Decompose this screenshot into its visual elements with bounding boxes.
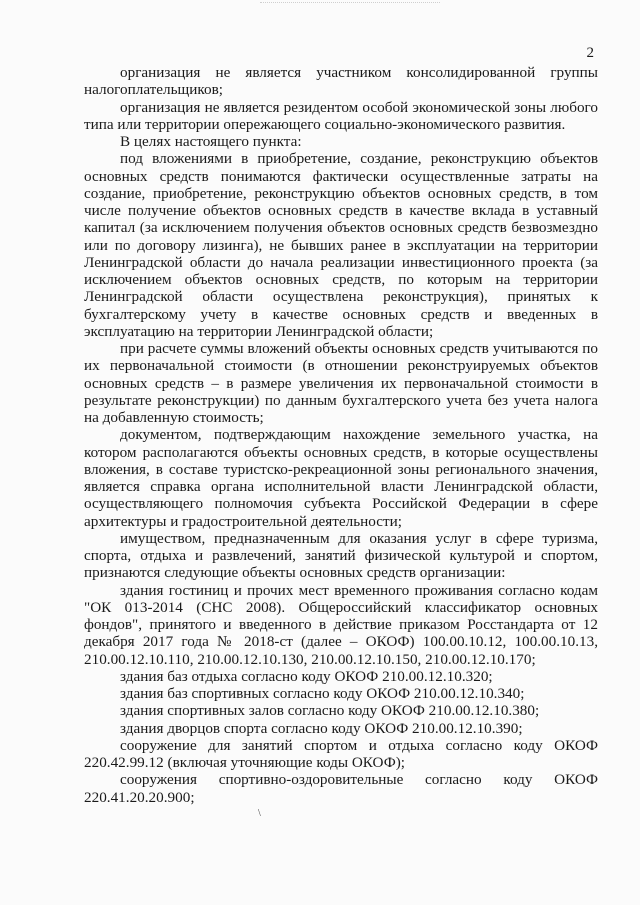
page-number: 2 [586,45,594,61]
paragraph: при расчете суммы вложений объекты основных средств учитываются по их первоначальной стоимости (в отношении реконструируемых объектов основных средств – в размере увеличения их первоначальной стоимости в результате реконструкции) по данным бухгалтерского учета без учета налога на добавленную стоимость; [84,340,598,426]
paragraph: организация не является резидентом особой экономической зоны любого типа или территории опережающего социально-экономического развития. [84,98,598,133]
paragraph: В целях настоящего пункта: [120,133,302,150]
scan-artifact-top [260,2,440,7]
document-body [84,64,598,806]
paragraph: сооружения спортивно-оздоровительные согласно коду ОКОФ 220.41.20.20.900; [84,771,598,806]
paragraph: сооружение для занятий спортом и отдыха согласно коду ОКОФ 220.42.99.12 (включая уточняющие коды ОКОФ); [84,736,598,771]
paragraph: имуществом, предназначенным для оказания услуг в сфере туризма, спорта, отдыха и развлечений, занятий физической культурой и спортом, признаются следующие объекты основных средств организации: [84,529,598,582]
paragraph: здания дворцов спорта согласно коду ОКОФ 210.00.12.10.390; [120,719,523,737]
scan-mark: \ [258,808,261,819]
paragraph: под вложениями в приобретение, создание, реконструкцию объектов основных средств понимаются фактически осуществленные затраты на создание, приобретение, реконструкцию объектов основных средств, в том числе получение объектов основных средств в качестве вклада в уставный капитал (за исключением получения объектов основных средств безвозмездно или по договору лизинга), не бывших ранее в эксплуатации на территории Ленинградской области до начала реализации инвестиционного проекта (за исключением объектов основных средств, по которым на территории Ленинградской области осуществлена реконструкция), принятых к бухгалтерскому учету в качестве основных средств и введенных в эксплуатацию на территории Ленинградской области; [84,150,598,340]
paragraph: организация не является участником консолидированной группы налогоплательщиков; [84,64,598,99]
paragraph: здания спортивных залов согласно коду ОКОФ 210.00.12.10.380; [120,702,540,720]
paragraph: документом, подтверждающим нахождение земельного участка, на котором располагаются объекты основных средств, в которые осуществлены вложения, в составе туристско-рекреационной зоны регионального значения, является справка органа исполнительной власти Ленинградской области, осуществляющего полномочия субъекта Российской Федерации в сфере архитектуры и градостроительной деятельности; [84,426,598,530]
paragraph: здания баз спортивных согласно коду ОКОФ 210.00.12.10.340; [120,685,525,702]
paragraph: здания баз отдыха согласно коду ОКОФ 210.00.12.10.320; [120,667,493,685]
paragraph: здания гостиниц и прочих мест временного проживания согласно кодам "ОК 013-2014 (СНС 2008). Общероссийский классификатор основных фондов", принятого и введенного в действие приказом Росстандарта от 12 декабря 2017 года № 2018-ст (далее – ОКОФ) 100.00.10.12, 100.00.10.13, 210.00.12.10.110, 210.00.12.10.130, 210.00.12.10.150, 210.00.12.10.170; [84,581,598,668]
